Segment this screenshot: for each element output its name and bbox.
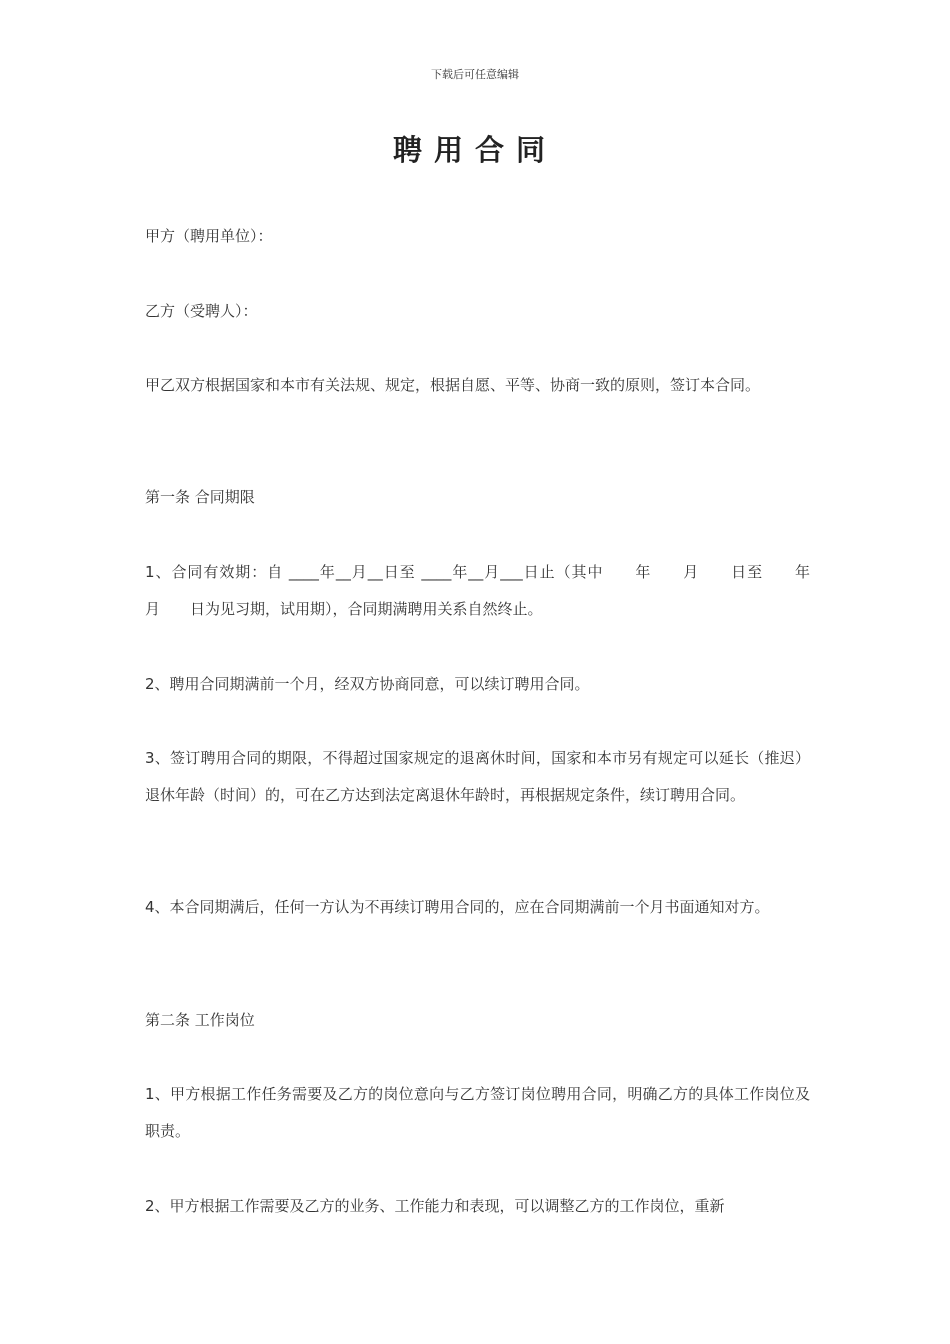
article-1-clause-3: 3、签订聘用合同的期限，不得超过国家规定的退离休时间，国家和本市另有规定可以延长（推迟）退休年龄（时间）的，可在乙方达到法定离退休年龄时，再根据规定条件，续订聘用合同。 <box>145 749 810 804</box>
article-2-heading: 第二条 工作岗位 <box>145 1011 255 1029</box>
article-1-heading: 第一条 合同期限 <box>145 488 255 506</box>
article-1-clause-4: 4、本合同期满后，任何一方认为不再续订聘用合同的，应在合同期满前一个月书面通知对方。 <box>145 898 770 916</box>
preamble-paragraph: 甲乙双方根据国家和本市有关法规、规定，根据自愿、平等、协商一致的原则，签订本合同。 <box>145 376 761 394</box>
article-2-clause-1: 1、甲方根据工作任务需要及乙方的岗位意向与乙方签订岗位聘用合同，明确乙方的具体工作岗位及职责。 <box>145 1085 810 1140</box>
header-note: 下载后可任意编辑 <box>431 68 519 81</box>
article-1-clause-2: 2、聘用合同期满前一个月，经双方协商同意，可以续订聘用合同。 <box>145 675 590 693</box>
article-2-clause-2: 2、甲方根据工作需要及乙方的业务、工作能力和表现，可以调整乙方的工作岗位，重新 <box>145 1197 725 1215</box>
party-b-line: 乙方（受聘人）： <box>145 302 258 320</box>
document-title: 聘用合同 <box>392 133 557 167</box>
article-1-clause-1: 1、合同有效期：自 ____年__月__日至 ____年__月___日止（其中 年 月 日至 年 月 日为见习期，试用期），合同期满聘用关系自然终止。 <box>145 563 841 618</box>
party-a-line: 甲方（聘用单位）： <box>145 227 273 245</box>
